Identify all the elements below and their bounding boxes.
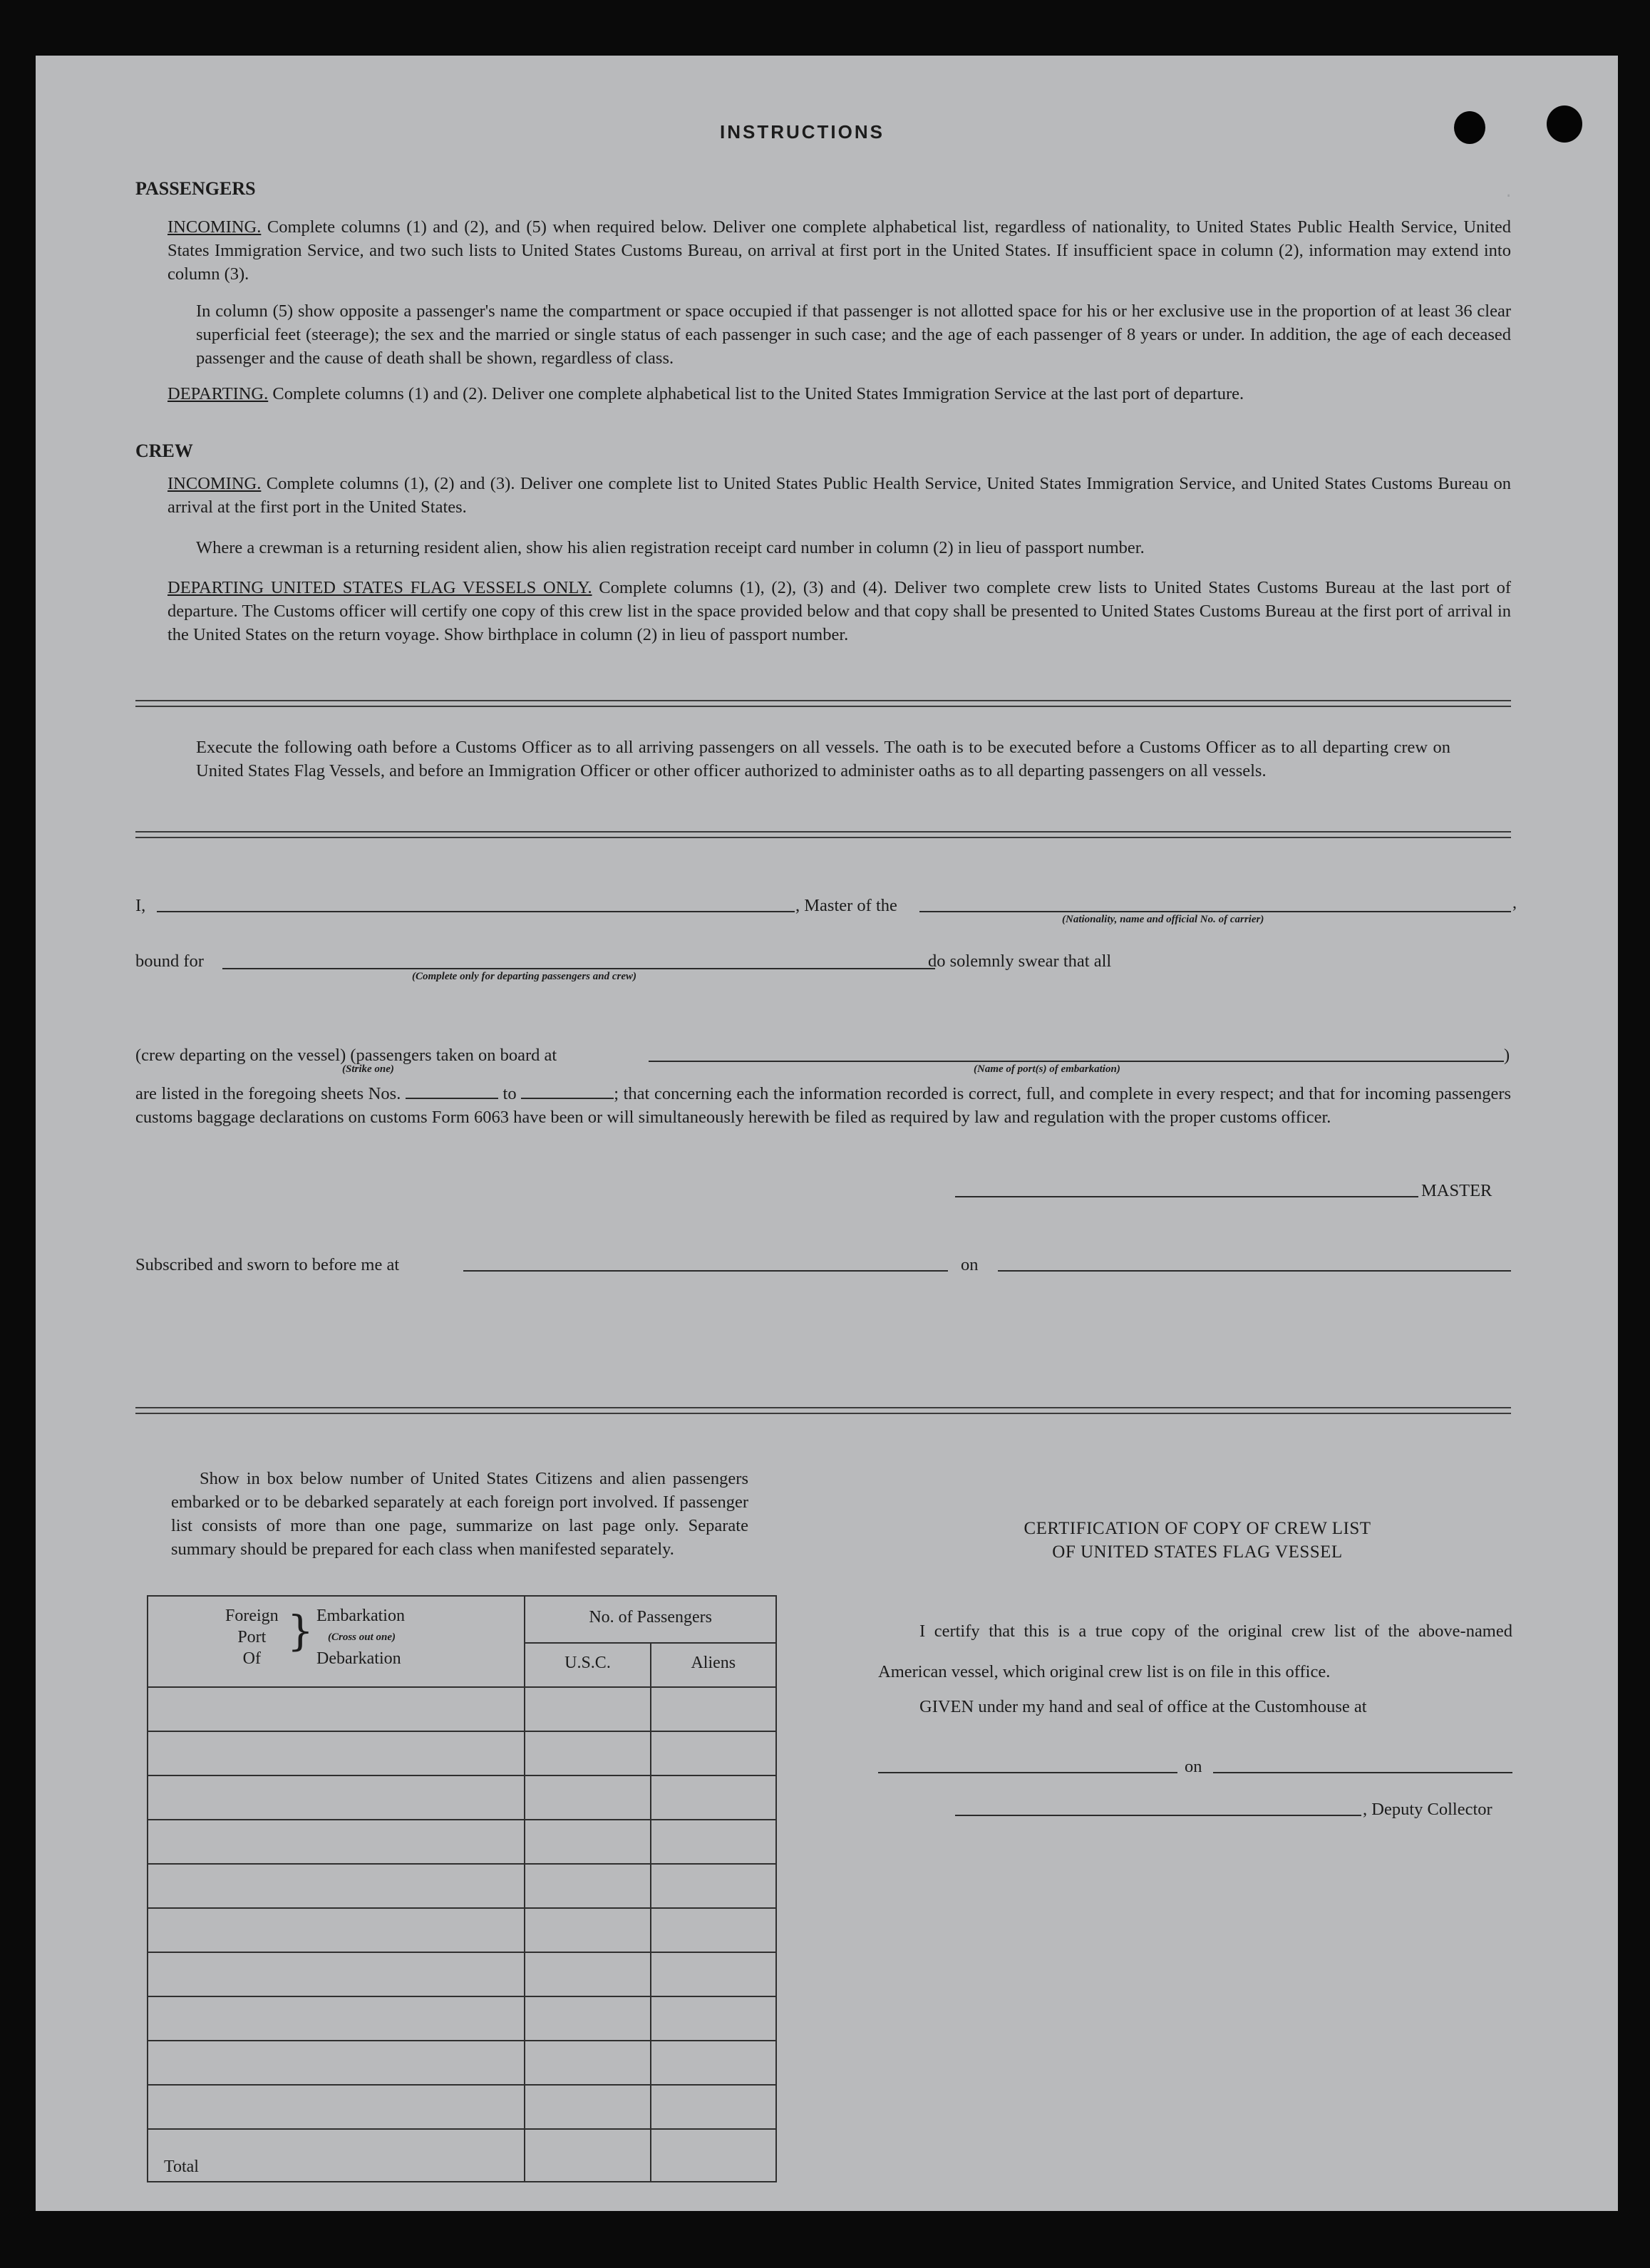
port-cell[interactable] [148,1908,525,1952]
given-text: GIVEN under my hand and seal of office at the Customhouse at [919,1697,1367,1716]
form-sheet [36,56,1618,2211]
port-cell[interactable] [148,1952,525,1996]
embarkation-label[interactable]: Embarkation [316,1607,405,1625]
crew-incoming-label: INCOMING. [167,474,262,493]
summary-row [148,1775,776,1820]
aliens-label: Aliens [691,1654,736,1672]
summary-row [148,2085,776,2129]
usc-cell[interactable] [525,1775,650,1820]
bleed-through-text: . [1504,184,1514,202]
summary-row [148,1820,776,1864]
usc-cell[interactable] [525,1731,650,1775]
listed-prefix: are listed in the foregoing sheets Nos. [135,1084,401,1103]
summary-header-row [148,1596,776,1687]
aliens-cell[interactable] [651,1731,776,1775]
aliens-cell[interactable] [651,2041,776,2085]
aliens-cell[interactable] [651,1864,776,1908]
aliens-cell[interactable] [651,1996,776,2041]
oath-intro-text: Execute the following oath before a Customs Officer as to all arriving passengers on all vessels. The oath is to be executed before a Customs Officer as to all departing crew on United States Flag Vessels, and before an Immigration Officer or other officer authorized to administer oaths as to all departing passengers on all vessels. [196,738,1450,780]
summary-row [148,1687,776,1731]
usc-cell[interactable] [525,1687,650,1731]
certification-on-label: on [1185,1757,1202,1776]
passenger-summary-table [147,1595,777,2182]
ink-blot [1454,111,1485,144]
certification-date-line[interactable] [1213,1772,1512,1773]
port-cell[interactable] [148,1996,525,2041]
carrier-caption: (Nationality, name and official No. of carrier) [1062,914,1264,925]
to-label: to [502,1084,517,1103]
carrier-comma: , [1512,894,1517,912]
bound-for-label: bound for [135,952,204,971]
cross-out-caption: (Cross out one) [328,1632,396,1643]
sheet-to-field[interactable] [521,1082,614,1099]
usc-cell[interactable] [525,1820,650,1864]
sworn-place-line[interactable] [463,1270,948,1272]
passengers-heading: PASSENGERS [135,178,256,199]
summary-row [148,1908,776,1952]
deputy-signature-line[interactable] [955,1815,1361,1816]
summary-row [148,1996,776,2041]
passengers-incoming-paragraph [167,215,1511,286]
summary-row [148,1952,776,1996]
passengers-incoming-text: Complete columns (1) and (2), and (5) when required below. Deliver one complete alphabetical list, regardless of nationality, to United States Public Health Service, United States Immigration Service, and two such lists to United States Customs Bureau, on arrival at first port in the United States. If insufficient space in column (2), information may extend into column (3). [167,217,1511,284]
passengers-departing-label: DEPARTING. [167,384,269,403]
close-paren: ) [1504,1046,1510,1065]
aliens-cell[interactable] [651,1952,776,1996]
summary-row [148,1864,776,1908]
section-divider [135,700,1511,707]
port-cell[interactable] [148,1687,525,1731]
port-cell[interactable] [148,1775,525,1820]
passengers-column5-text: In column (5) show opposite a passenger's name the compartment or space occupied if that passenger is not allotted space for his or her exclusive use in the proportion of at least 36 clear superficial feet (steerage); the sex and the married or single status of each passenger in such case; and the age of each passenger of 8 years or under. In addition, the age of each deceased passenger and the cause of death shall be shown, regardless of class. [196,301,1511,368]
aliens-total-cell[interactable] [651,2129,776,2182]
master-of-label: , Master of the [795,896,897,915]
crew-incoming-paragraph [167,472,1511,519]
master-label: MASTER [1421,1181,1492,1200]
crew-departing-text: Complete columns (1), (2), (3) and (4). Deliver two complete crew lists to United States Customs Bureau at the last port of departure. The Customs officer will certify one copy of this crew list in the space provided below and that copy shall be presented to United States Customs Bureau at the first port of arrival in the United States on the return voyage. Show birthplace in column (2) in lieu of passport number. [167,578,1511,644]
brace-icon: } [287,1607,314,1655]
aliens-cell[interactable] [651,1908,776,1952]
port-cell[interactable] [148,1864,525,1908]
listed-rest: ; that concerning each the information recorded is correct, full, and complete in every respect; and that for incoming passengers customs baggage declarations on customs Form 6063 have been or will simultaneously herewith be filed as required by law and regulation with the proper customs officer. [135,1084,1512,1127]
ink-blot [1547,105,1582,143]
aliens-cell[interactable] [651,1820,776,1864]
port-cell[interactable] [148,2085,525,2129]
foreign-label: Foreign [225,1607,279,1625]
embarkation-caption: (Name of port(s) of embarkation) [974,1063,1120,1075]
usc-cell[interactable] [525,1996,650,2041]
passengers-departing-paragraph [167,382,1511,406]
usc-total-cell[interactable] [525,2129,650,2182]
bound-for-caption: (Complete only for departing passengers and crew) [412,971,636,982]
page-title: INSTRUCTIONS [720,121,885,143]
certification-title [955,1517,1440,1564]
usc-cell[interactable] [525,2085,650,2129]
summary-row [148,1731,776,1775]
crew-departing-paragraph [167,576,1511,646]
crew-resident-text: Where a crewman is a returning resident alien, show his alien registration receipt card number in column (2) in lieu of passport number. [196,538,1145,557]
usc-cell[interactable] [525,1864,650,1908]
deputy-collector-label: , Deputy Collector [1363,1800,1492,1819]
sheet-from-field[interactable] [406,1082,498,1099]
of-label: Of [242,1649,261,1668]
no-of-passengers-label: No. of Passengers [525,1597,775,1644]
port-cell[interactable] [148,1731,525,1775]
certify-text: I certify that this is a true copy of the original crew list of the above-named American vessel, which original crew list is on file in this office. [878,1622,1512,1681]
embarkation-port-line[interactable] [649,1061,1504,1062]
customhouse-line[interactable] [878,1772,1177,1773]
usc-cell[interactable] [525,1908,650,1952]
passengers-header-cell [525,1596,776,1687]
usc-label: U.S.C. [525,1644,651,1686]
crew-departing-text: (crew departing on the vessel) (passengers taken on board at [135,1046,557,1065]
crew-incoming-text: Complete columns (1), (2) and (3). Deliver one complete list to United States Public Health Service, United States Immigration Service, and United States Customs Bureau on arrival at the first port in the United States. [167,474,1511,517]
port-label: Port [237,1628,267,1646]
debarkation-label[interactable]: Debarkation [316,1649,401,1668]
bound-for-line[interactable] [222,968,935,969]
section-divider [135,1407,1511,1414]
port-cell[interactable] [148,1820,525,1864]
section-divider [135,831,1511,838]
sworn-on-label: on [961,1255,979,1274]
summary-instructions: Show in box below number of United States Citizens and alien passengers embarked or to be debarked separately at each foreign port involved. If passenger list consists of more than one page, summarize on last page only. Separate summary should be prepared for each class when manifested separately. [171,1469,748,1559]
sworn-date-line[interactable] [998,1270,1511,1272]
summary-row [148,2041,776,2085]
aliens-cell[interactable] [651,1687,776,1731]
carrier-line[interactable] [919,911,1511,912]
summary-total-row [148,2129,776,2182]
passengers-departing-text: Complete columns (1) and (2). Deliver one complete alphabetical list to the United States Immigration Service at the last port of departure. [272,384,1244,403]
certification-title-line2: OF UNITED STATES FLAG VESSEL [1052,1542,1343,1562]
certification-title-line1: CERTIFICATION OF COPY OF CREW LIST [1023,1519,1371,1538]
crew-heading: CREW [135,440,193,461]
total-label: Total [148,2129,525,2182]
usc-cell[interactable] [525,2041,650,2085]
master-name-line[interactable] [157,911,795,912]
strike-one-caption: (Strike one) [342,1063,394,1075]
aliens-cell[interactable] [651,1775,776,1820]
usc-cell[interactable] [525,1952,650,1996]
oath-i-label: I, [135,896,146,915]
passengers-incoming-label: INCOMING. [167,217,262,237]
port-header-cell [148,1596,525,1687]
port-cell[interactable] [148,2041,525,2085]
crew-departing-label: DEPARTING UNITED STATES FLAG VESSELS ONLY. [167,578,592,597]
master-signature-line[interactable] [955,1196,1418,1197]
aliens-cell[interactable] [651,2085,776,2129]
swear-text: do solemnly swear that all [928,952,1112,971]
listed-paragraph [135,1082,1511,1129]
subscribed-label: Subscribed and sworn to before me at [135,1255,400,1274]
